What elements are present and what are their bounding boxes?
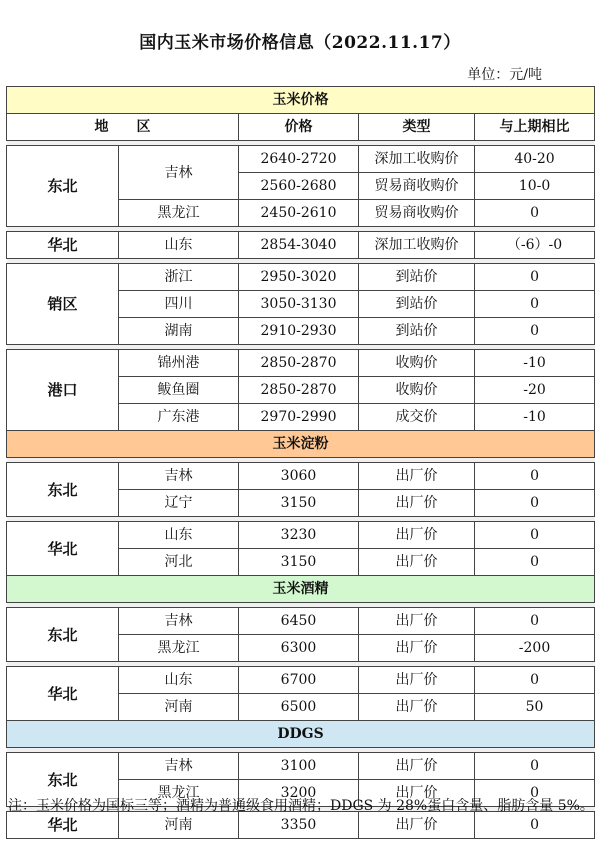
change-cell: 10-0: [475, 173, 595, 200]
sub-region-cell: 山东: [119, 232, 239, 259]
sub-region-cell: 吉林: [119, 608, 239, 635]
price-cell: 3060: [239, 463, 359, 490]
change-cell: 0: [475, 549, 595, 576]
price-cell: 2950-3020: [239, 264, 359, 291]
section-header-alcohol: [7, 576, 595, 603]
footnote: 注：玉米价格为国标三等；酒精为普通级食用酒精；DDGS 为 28%蛋白含量、脂肪含量 5%。: [8, 798, 594, 814]
price-cell: 6450: [239, 608, 359, 635]
table-row: [7, 264, 595, 291]
price-cell: 3350: [239, 812, 359, 839]
sub-region-cell: 河南: [119, 812, 239, 839]
sub-region-cell: 河北: [119, 549, 239, 576]
change-cell: 0: [475, 522, 595, 549]
change-cell: 0: [475, 667, 595, 694]
price-cell: 2854-3040: [239, 232, 359, 259]
header-type: 类型: [359, 114, 475, 141]
table-row: [7, 463, 595, 490]
sub-region-cell: 浙江: [119, 264, 239, 291]
sub-region-cell: 吉林: [119, 753, 239, 780]
region-cell: 销区: [7, 264, 119, 345]
type-cell: 出厂价: [359, 667, 475, 694]
section-title-ddgs: DDGS: [7, 721, 595, 748]
sub-region-cell: 山东: [119, 522, 239, 549]
change-cell: 40-20: [475, 146, 595, 173]
type-cell: 出厂价: [359, 753, 475, 780]
price-cell: 3150: [239, 490, 359, 517]
change-cell: -10: [475, 350, 595, 377]
change-cell: （-6）-0: [475, 232, 595, 259]
section-header-corn: [7, 87, 595, 114]
change-cell: -10: [475, 404, 595, 431]
type-cell: 收购价: [359, 377, 475, 404]
table-row: [7, 350, 595, 377]
change-cell: -20: [475, 377, 595, 404]
unit-label: 单位：元/吨: [467, 67, 542, 83]
change-cell: 0: [475, 812, 595, 839]
price-cell: 2450-2610: [239, 200, 359, 227]
change-cell: 0: [475, 264, 595, 291]
price-cell: 2910-2930: [239, 318, 359, 345]
region-cell: 华北: [7, 812, 119, 839]
region-cell: 华北: [7, 232, 119, 259]
price-cell: 3230: [239, 522, 359, 549]
type-cell: 出厂价: [359, 812, 475, 839]
price-cell: 6700: [239, 667, 359, 694]
header-change: 与上期相比: [475, 114, 595, 141]
section-title-corn: 玉米价格: [7, 87, 595, 114]
change-cell: 0: [475, 318, 595, 345]
header-price: 价格: [239, 114, 359, 141]
sub-region-cell: 湖南: [119, 318, 239, 345]
price-cell: 2850-2870: [239, 377, 359, 404]
sub-region-cell: 四川: [119, 291, 239, 318]
type-cell: 出厂价: [359, 522, 475, 549]
type-cell: 收购价: [359, 350, 475, 377]
region-cell: 东北: [7, 463, 119, 517]
type-cell: 出厂价: [359, 549, 475, 576]
sub-region-cell: 河南: [119, 694, 239, 721]
price-cell: 3100: [239, 753, 359, 780]
sub-region-cell: 黑龙江: [119, 780, 239, 807]
change-cell: 0: [475, 608, 595, 635]
region-cell: 港口: [7, 350, 119, 431]
type-cell: 到站价: [359, 264, 475, 291]
table-row: [7, 753, 595, 780]
table-row: [7, 522, 595, 549]
section-header-ddgs: [7, 721, 595, 748]
table-row: [7, 667, 595, 694]
change-cell: 0: [475, 490, 595, 517]
type-cell: 出厂价: [359, 694, 475, 721]
sub-region-cell: 吉林: [119, 463, 239, 490]
page-title: 国内玉米市场价格信息（2022.11.17）: [139, 33, 461, 53]
sub-region-cell: 锦州港: [119, 350, 239, 377]
type-cell: 贸易商收购价: [359, 173, 475, 200]
price-cell: 2850-2870: [239, 350, 359, 377]
price-cell: 3050-3130: [239, 291, 359, 318]
price-cell: 3200: [239, 780, 359, 807]
price-cell: 2640-2720: [239, 146, 359, 173]
change-cell: 0: [475, 463, 595, 490]
sub-region-cell: 山东: [119, 667, 239, 694]
section-header-starch: [7, 431, 595, 458]
sub-region-cell: 广东港: [119, 404, 239, 431]
type-cell: 深加工收购价: [359, 232, 475, 259]
type-cell: 成交价: [359, 404, 475, 431]
change-cell: 50: [475, 694, 595, 721]
table-row: [7, 232, 595, 259]
section-title-starch: 玉米淀粉: [7, 431, 595, 458]
region-cell: 东北: [7, 608, 119, 662]
sub-region-cell: 黑龙江: [119, 200, 239, 227]
type-cell: 出厂价: [359, 635, 475, 662]
price-cell: 2970-2990: [239, 404, 359, 431]
change-cell: 0: [475, 780, 595, 807]
sub-region-cell: 辽宁: [119, 490, 239, 517]
type-cell: 深加工收购价: [359, 146, 475, 173]
price-table: [6, 86, 595, 839]
section-title-alcohol: 玉米酒精: [7, 576, 595, 603]
type-cell: 出厂价: [359, 780, 475, 807]
price-cell: 6500: [239, 694, 359, 721]
region-cell: 东北: [7, 753, 119, 807]
type-cell: 到站价: [359, 318, 475, 345]
change-cell: -200: [475, 635, 595, 662]
header-region: 地 区: [7, 114, 239, 141]
type-cell: 出厂价: [359, 608, 475, 635]
region-cell: 华北: [7, 522, 119, 576]
type-cell: 到站价: [359, 291, 475, 318]
sub-region-cell: 鲅鱼圈: [119, 377, 239, 404]
region-cell: 华北: [7, 667, 119, 721]
price-cell: 6300: [239, 635, 359, 662]
type-cell: 出厂价: [359, 490, 475, 517]
change-cell: 0: [475, 200, 595, 227]
sub-region-cell: 吉林: [119, 146, 239, 200]
price-cell: 3150: [239, 549, 359, 576]
type-cell: 贸易商收购价: [359, 200, 475, 227]
table-row: [7, 608, 595, 635]
sub-region-cell: 黑龙江: [119, 635, 239, 662]
region-cell: 东北: [7, 146, 119, 227]
column-header-row: [7, 114, 595, 141]
price-cell: 2560-2680: [239, 173, 359, 200]
type-cell: 出厂价: [359, 463, 475, 490]
table-row: [7, 146, 595, 173]
change-cell: 0: [475, 753, 595, 780]
change-cell: 0: [475, 291, 595, 318]
